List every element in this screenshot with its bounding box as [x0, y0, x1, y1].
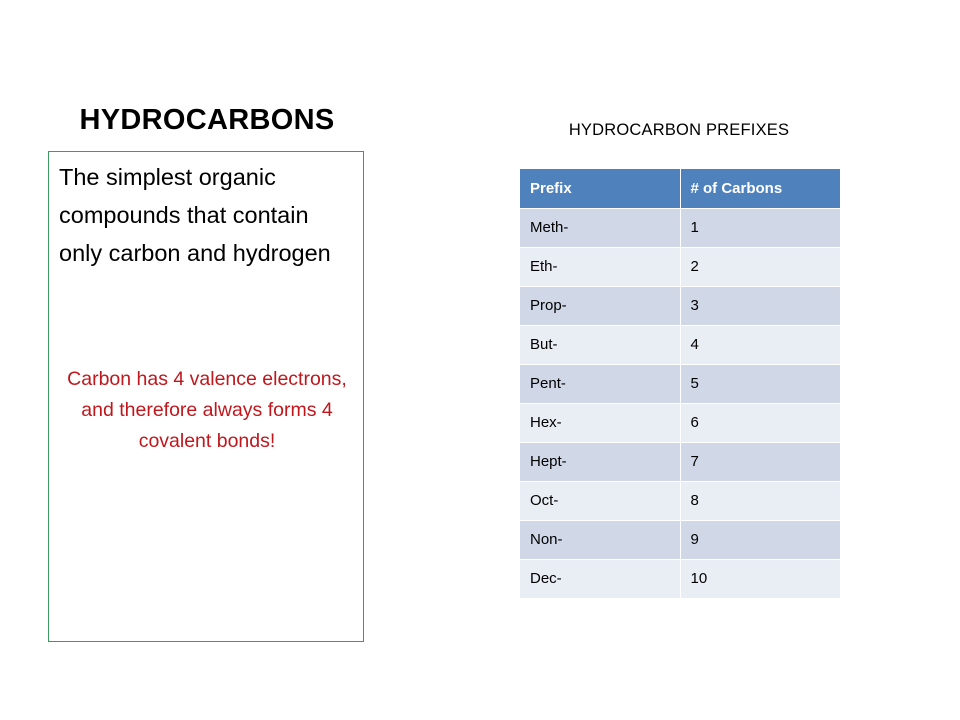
prefix-cell: Eth-	[520, 247, 680, 286]
prefix-table	[520, 169, 840, 598]
prefix-cell: Pent-	[520, 364, 680, 403]
carbon-count-cell: 1	[680, 208, 840, 247]
slide-title: HYDROCARBONS	[79, 104, 335, 136]
prefix-cell: But-	[520, 325, 680, 364]
carbon-count-cell: 2	[680, 247, 840, 286]
table-row	[520, 325, 840, 364]
carbon-count-cell: 3	[680, 286, 840, 325]
carbon-count-cell: 4	[680, 325, 840, 364]
table-row	[520, 481, 840, 520]
carbon-count-cell: 6	[680, 403, 840, 442]
prefix-cell: Meth-	[520, 208, 680, 247]
prefix-cell: Oct-	[520, 481, 680, 520]
table-header-row	[520, 169, 840, 208]
prefix-cell: Non-	[520, 520, 680, 559]
table-row	[520, 364, 840, 403]
table-row	[520, 442, 840, 481]
valence-note: Carbon has 4 valence electrons, and therefore always forms 4 covalent bonds!	[67, 368, 347, 452]
table-row	[520, 403, 840, 442]
prefix-cell: Prop-	[520, 286, 680, 325]
table-row	[520, 559, 840, 598]
table-row	[520, 520, 840, 559]
table-row	[520, 208, 840, 247]
table-row	[520, 247, 840, 286]
prefix-cell: Dec-	[520, 559, 680, 598]
prefix-cell: Hex-	[520, 403, 680, 442]
prefix-cell: Hept-	[520, 442, 680, 481]
definition-text-box	[48, 151, 364, 642]
carbon-count-cell: 7	[680, 442, 840, 481]
carbon-count-cell: 9	[680, 520, 840, 559]
carbon-count-cell: 8	[680, 481, 840, 520]
table-row	[520, 286, 840, 325]
carbon-count-cell: 5	[680, 364, 840, 403]
column-header-prefix: Prefix	[520, 169, 680, 208]
table-heading: HYDROCARBON PREFIXES	[568, 121, 790, 139]
definition-text: The simplest organic compounds that contain only carbon and hydrogen	[59, 164, 331, 266]
carbon-count-cell: 10	[680, 559, 840, 598]
column-header-carbons: # of Carbons	[680, 169, 840, 208]
